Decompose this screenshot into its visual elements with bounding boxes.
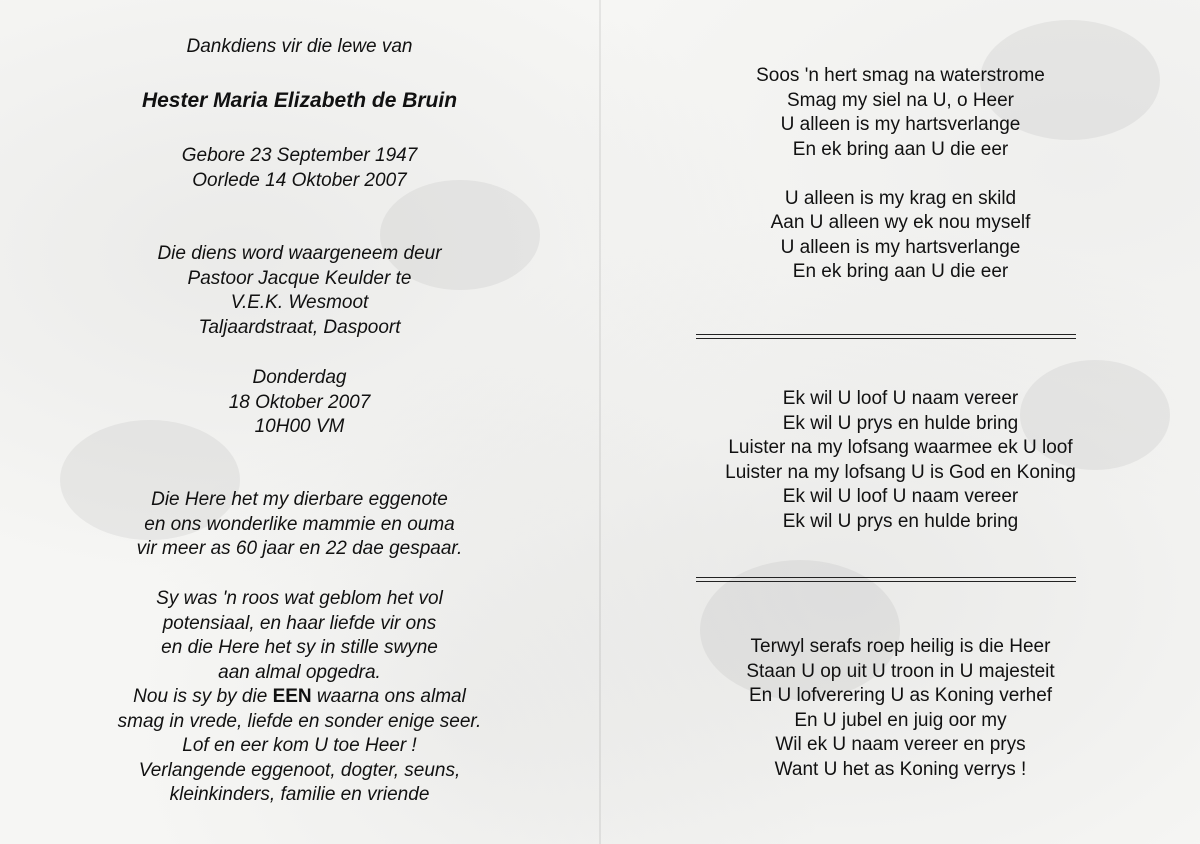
- hymn-3: [601, 635, 1200, 782]
- een-prefix: Nou is sy by die: [133, 686, 273, 707]
- poem-line: kleinkinders, familie en vriende: [169, 784, 430, 805]
- heading: Dankdiens vir die lewe van: [186, 36, 413, 57]
- name-block: [0, 89, 599, 114]
- poem-block: [0, 587, 599, 808]
- hymn-line: Soos 'n hert smag na waterstrome: [756, 65, 1045, 86]
- poem-line: en die Here het sy in stille swyne: [161, 637, 438, 658]
- hymn-line: Ek wil U prys en hulde bring: [782, 412, 1019, 434]
- poem-line: smag in vrede, liefde en sonder enige seer.: [117, 710, 482, 732]
- poem-line: aan almal opgedra.: [218, 661, 381, 683]
- double-rule-divider: [696, 334, 1076, 339]
- hymn-line: En ek bring aan U die eer: [792, 261, 1009, 282]
- hymn-line: U alleen is my hartsverlange: [780, 236, 1021, 258]
- dates-block: [0, 144, 599, 193]
- right-panel: [601, 0, 1200, 844]
- hymn-line: Aan U alleen wy ek nou myself: [770, 212, 1031, 233]
- deceased-name: Hester Maria Elizabeth de Bruin: [141, 89, 458, 112]
- hymn-line: Ek wil U loof U naam vereer: [782, 388, 1019, 409]
- service-line: Taljaardstraat, Daspoort: [198, 316, 401, 338]
- hymn-line: Ek wil U prys en hulde bring: [782, 510, 1019, 532]
- date-time-block: [0, 366, 599, 440]
- hymn-line: En U lofverering U as Koning verhef: [748, 685, 1053, 706]
- hymn-line: Smag my siel na U, o Heer: [786, 89, 1015, 111]
- hymn-line: Luister na my lofsang waarmee ek U loof: [728, 437, 1073, 458]
- service-date: 18 Oktober 2007: [228, 391, 371, 413]
- een-emphasis: EEN: [272, 686, 312, 707]
- hymn-1: [601, 64, 1200, 285]
- service-block: [0, 242, 599, 340]
- hymn-line: U alleen is my hartsverlange: [780, 114, 1021, 135]
- poem-line: Sy was 'n roos wat geblom het vol: [156, 588, 443, 609]
- poem-line: Lof en eer kom U toe Heer !: [182, 735, 417, 756]
- hymn-line: Terwyl serafs roep heilig is die Heer: [750, 636, 1051, 657]
- service-line: V.E.K. Wesmoot: [230, 292, 369, 313]
- poem-line: Verlangende eggenoot, dogter, seuns,: [138, 759, 461, 781]
- born-date: Gebore 23 September 1947: [181, 145, 418, 166]
- died-date: Oorlede 14 Oktober 2007: [192, 169, 407, 191]
- hymn-line: Staan U op uit U troon in U majesteit: [746, 660, 1055, 682]
- heading-block: [0, 35, 599, 60]
- hymn-2: [601, 387, 1200, 534]
- hymn-line: Luister na my lofsang U is God en Koning: [725, 461, 1076, 483]
- hymn-line: En ek bring aan U die eer: [792, 138, 1009, 160]
- service-line: Pastoor Jacque Keulder te: [187, 267, 412, 289]
- hymn-line: Want U het as Koning verrys !: [774, 758, 1027, 780]
- tribute-line: Die Here het my dierbare eggenote: [151, 489, 448, 510]
- hymn-line: Wil ek U naam vereer en prys: [775, 734, 1026, 755]
- poem-line-een: [0, 685, 599, 710]
- hymn-spacer: [601, 162, 1200, 187]
- tribute-line: en ons wonderlike mammie en ouma: [144, 513, 455, 535]
- een-suffix: waarna ons almal: [311, 686, 466, 707]
- service-time: 10H00 VM: [254, 416, 345, 437]
- double-rule-divider: [696, 577, 1076, 582]
- left-panel: [0, 0, 599, 844]
- hymn-line: Ek wil U loof U naam vereer: [782, 486, 1019, 507]
- hymn-line: U alleen is my krag en skild: [784, 187, 1017, 209]
- poem-line: potensiaal, en haar liefde vir ons: [162, 612, 437, 634]
- service-line: Die diens word waargeneem deur: [157, 243, 442, 264]
- tribute-block: [0, 488, 599, 562]
- hymn-line: En U jubel en juig oor my: [794, 709, 1007, 731]
- tribute-line: vir meer as 60 jaar en 22 dae gespaar.: [136, 538, 463, 559]
- service-day: Donderdag: [252, 367, 347, 388]
